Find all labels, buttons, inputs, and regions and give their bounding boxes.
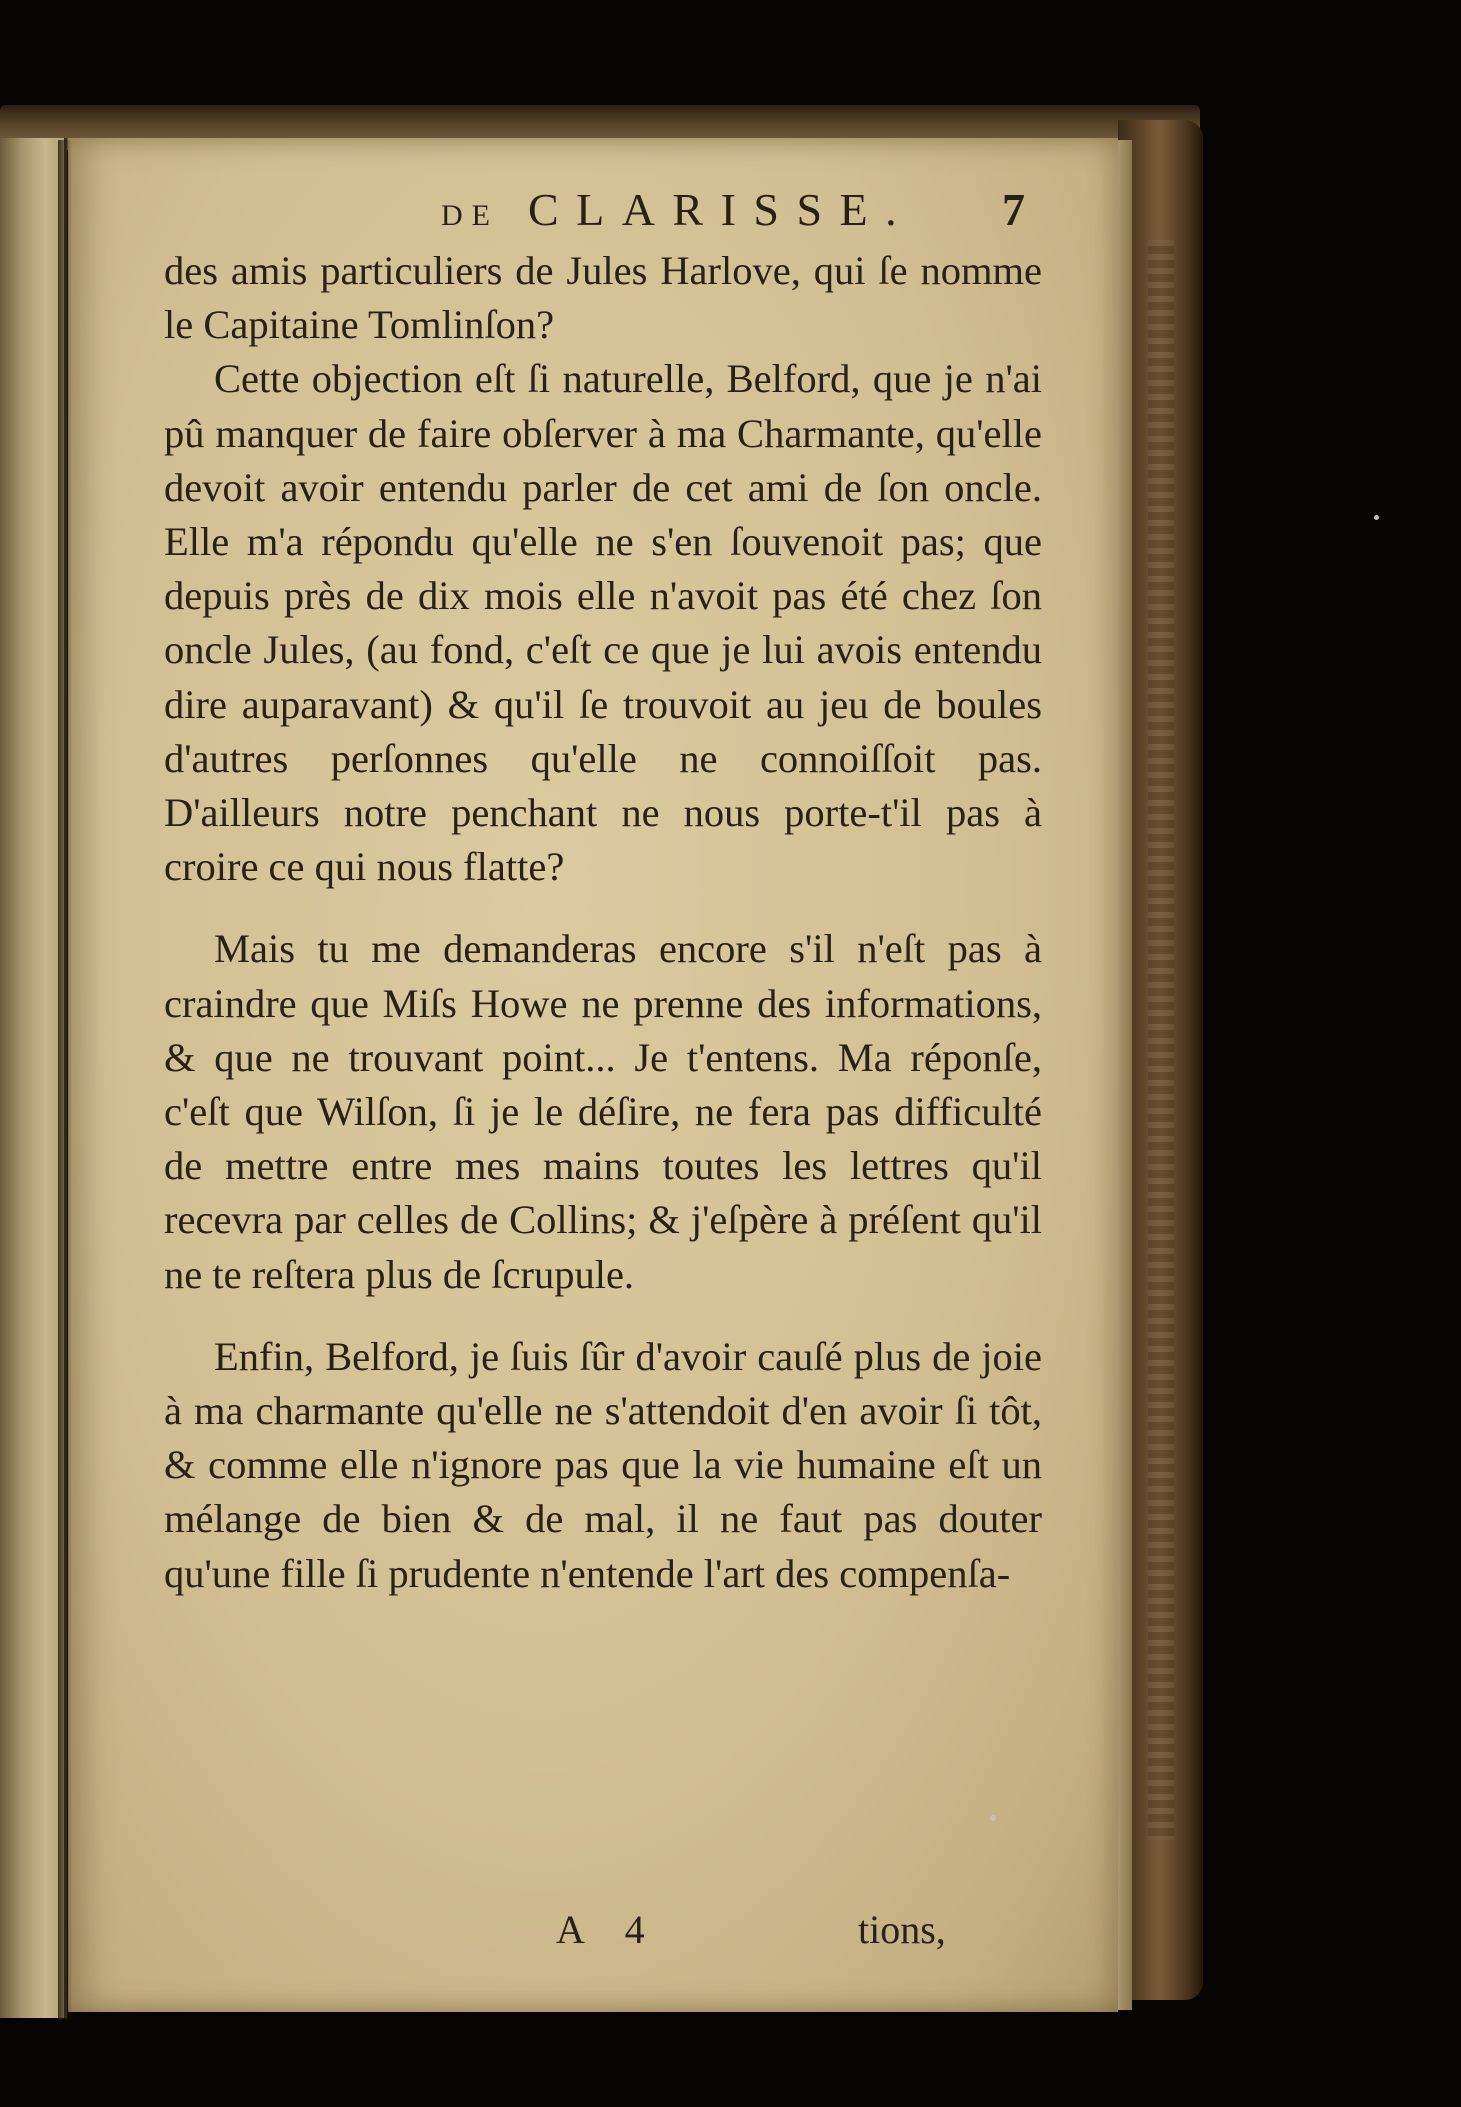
paragraph-1: des amis particuliers de Jules Harlove, qui ſe nomme le Capitaine Tomlinſon? [164, 248, 1042, 348]
previous-page-edge [0, 138, 67, 2018]
book-page [68, 138, 1118, 2012]
running-head [441, 183, 914, 236]
signature-mark: A 4 [556, 1907, 661, 1952]
paragraph-4: Enfin, Belford, je ſuis ſûr d'avoir cauſé plus de joie à ma charmante qu'elle ne s'attendoit d'en avoir ſi tôt, & comme elle n'ignore pas que la vie humaine eſt un mélange de bien & de mal, il ne faut pas douter qu'une fille ſi prudente n'entende l'art des compenſa- [164, 1333, 1042, 1596]
page-body [164, 244, 1042, 1601]
page-number: 7 [1002, 184, 1025, 235]
catchword: tions, [858, 1907, 946, 1952]
paragraph-2: Cette objection eſt ſi naturelle, Belford, que je n'ai pû manquer de faire obſerver à ma Charmante, qu'elle devoit avoir entendu parler de cet ami de ſon oncle. Elle m'a répondu qu'elle ne s'en ſouvenoit pas; que depuis près de dix mois elle n'avoit pas été chez ſon oncle Jules, (au fond, c'eſt ce que je lui avois entendu dire auparavant) & qu'il ſe trouvoit au jeu de boules d'autres perſonnes qu'elle ne connoiſſoit pas. D'ailleurs notre penchant ne nous porte-t'il pas à croire ce qui nous flatte? [164, 356, 1042, 890]
page-footer [68, 1906, 1118, 1966]
spine-shadow [58, 140, 72, 2020]
dust-speck [1374, 515, 1379, 520]
running-head-title: CLARISSE. [527, 184, 915, 235]
dust-speck [990, 1815, 996, 1821]
paragraph-3: Mais tu me demanderas encore s'il n'eſt pas à craindre que Miſs Howe ne prenne des informations, & que ne trouvant point... Je t'entens. Ma réponſe, c'eſt que Wilſon, ſi je le déſire, ne fera pas difficulté de mettre entre mes mains toutes les lettres qu'il recevra par celles de Collins; & j'eſpère à préſent qu'il ne te reſtera plus de ſcrupule. [164, 926, 1042, 1297]
running-head-prefix: DE [441, 199, 499, 232]
page-header [363, 183, 1063, 243]
